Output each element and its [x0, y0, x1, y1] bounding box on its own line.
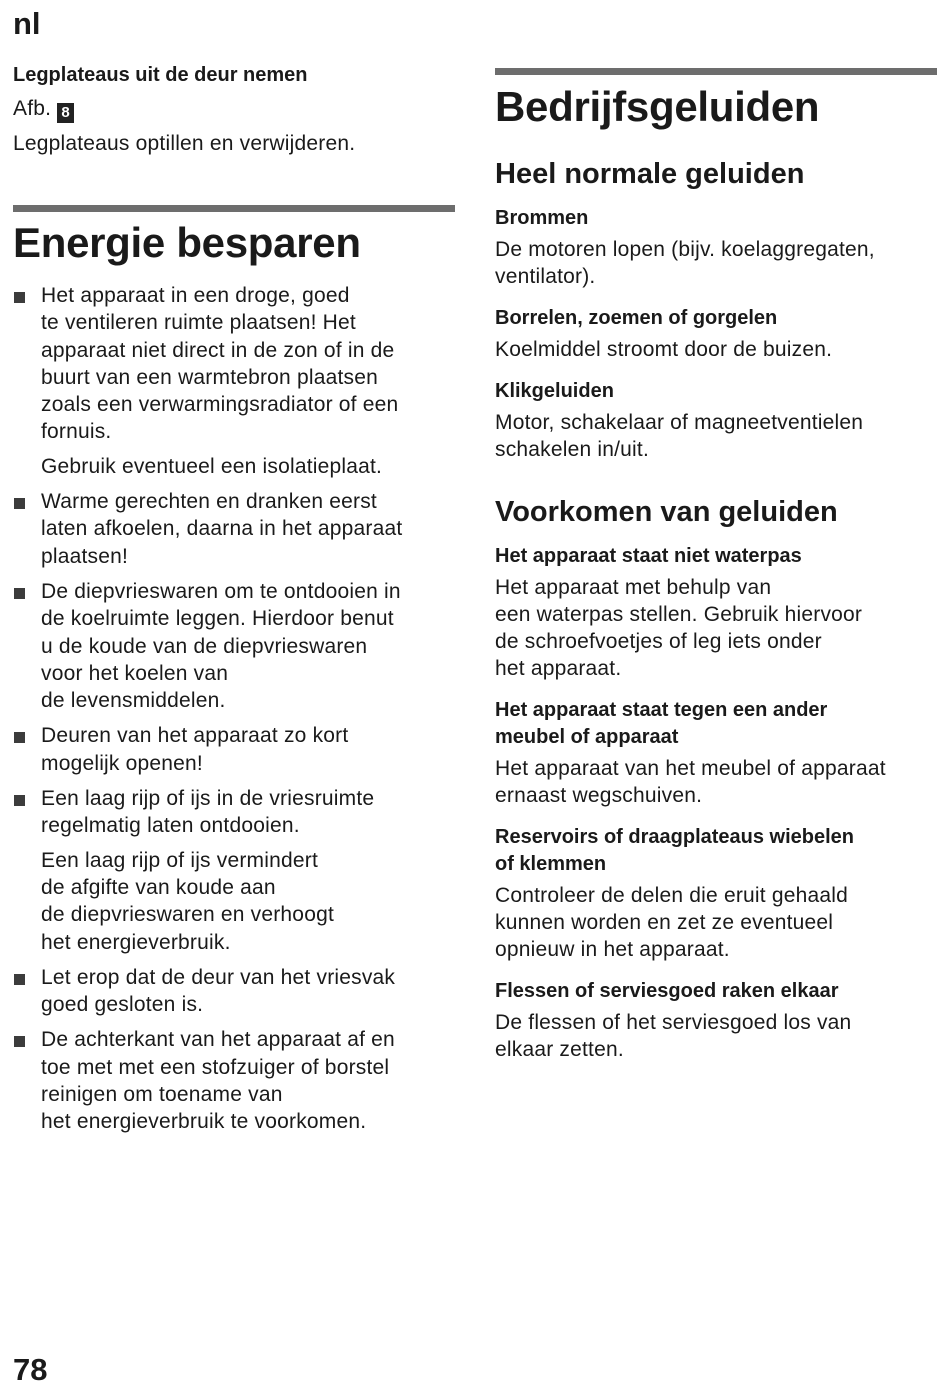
- energy-tip-text: De achterkant van het apparaat af en toe met met een stofzuiger of borstel reinigen om toename van het energieverbruik te voorkomen.: [41, 1028, 395, 1134]
- figure-reference: [13, 95, 455, 123]
- entry-description: Motor, schakelaar of magneetventielen schakelen in/uit.: [495, 411, 864, 461]
- entry-heading: Het apparaat staat niet waterpas: [495, 545, 802, 567]
- intro-heading: Legplateaus uit de deur nemen: [13, 64, 308, 86]
- square-bullet-icon: [14, 732, 25, 743]
- entry-description: Het apparaat van het meubel of apparaat ernaast wegschuiven.: [495, 757, 886, 807]
- entry-description: Controleer de delen die eruit gehaald kunnen worden en zet ze eventueel opnieuw in het apparaat.: [495, 884, 848, 961]
- section-divider: [13, 205, 455, 212]
- entry-heading: Reservoirs of draagplateaus wiebelen of klemmen: [495, 826, 855, 875]
- energy-tip-text: De diepvrieswaren om te ontdooien in de koelruimte leggen. Hierdoor benut u de koude van de diepvrieswaren voor het koelen van de levensmiddelen.: [41, 579, 401, 713]
- entry-heading: Brommen: [495, 207, 589, 229]
- entry-heading: Flessen of serviesgoed raken elkaar: [495, 980, 839, 1002]
- section-divider: [495, 68, 937, 75]
- sound-entry: [495, 978, 937, 1063]
- entry-heading: Borrelen, zoemen of gorgelen: [495, 307, 778, 329]
- entry-description: De motoren lopen (bijv. koelaggregaten, ventilator).: [495, 238, 875, 288]
- energy-tip-item: [13, 785, 455, 956]
- entry-description: Koelmiddel stroomt door de buizen.: [495, 338, 833, 361]
- sound-entry: [495, 378, 937, 463]
- energy-tips-list: [13, 282, 455, 1136]
- normal-sounds-entries: [495, 205, 937, 463]
- square-bullet-icon: [14, 795, 25, 806]
- figure-number-badge: 8: [57, 103, 74, 123]
- page-number: 78: [13, 1352, 48, 1387]
- sound-entry: [495, 824, 937, 963]
- energy-tip-text: Let erop dat de deur van het vriesvak goed gesloten is.: [41, 965, 396, 1017]
- energy-tip-item: [13, 722, 455, 777]
- entry-description: Het apparaat met behulp van een waterpas stellen. Gebruik hiervoor de schroefvoetjes of leg iets onder het apparaat.: [495, 576, 863, 680]
- energy-tip-item: [13, 578, 455, 714]
- section-title: Energie besparen: [13, 219, 361, 266]
- prevent-sounds-entries: [495, 543, 937, 1063]
- energy-tip-text: Deuren van het apparaat zo kort mogelijk openen!: [41, 724, 349, 775]
- sound-entry: [495, 305, 937, 363]
- entry-heading: Het apparaat staat tegen een ander meubel of apparaat: [495, 699, 828, 748]
- square-bullet-icon: [14, 588, 25, 599]
- normal-sounds-section: [495, 156, 937, 463]
- energy-tip-note: Gebruik eventueel een isolatieplaat.: [41, 454, 383, 478]
- energy-tip-item: [13, 282, 455, 480]
- subsection-title: Heel normale geluiden: [495, 158, 805, 190]
- intro-block: [13, 62, 455, 157]
- entry-description: De flessen of het serviesgoed los van elkaar zetten.: [495, 1011, 852, 1061]
- prevent-sounds-section: [495, 494, 937, 1063]
- square-bullet-icon: [14, 1036, 25, 1047]
- energy-tip-item: [13, 488, 455, 570]
- subsection-title: Voorkomen van geluiden: [495, 496, 838, 528]
- entry-heading: Klikgeluiden: [495, 380, 614, 402]
- language-code: nl: [13, 6, 41, 41]
- section-title: Bedrijfsgeluiden: [495, 83, 820, 130]
- energy-tip-text: Het apparaat in een droge, goed te ventileren ruimte plaatsen! Het apparaat niet direct in de zon of in de buurt van een warmtebron plaatsen zoals een verwarmingsradiator of een fornuis.: [41, 284, 399, 444]
- intro-text: Legplateaus optillen en verwijderen.: [13, 132, 356, 155]
- energy-tip-text: Warme gerechten en dranken eerst laten afkoelen, daarna in het apparaat plaatsen!: [41, 490, 403, 568]
- figure-label: Afb.: [13, 97, 52, 120]
- sound-entry: [495, 697, 937, 809]
- square-bullet-icon: [14, 292, 25, 303]
- square-bullet-icon: [14, 974, 25, 985]
- square-bullet-icon: [14, 498, 25, 509]
- energy-tip-note: Een laag rijp of ijs vermindert de afgifte van koude aan de diepvrieswaren en verhoogt het energieverbruik.: [41, 848, 334, 954]
- energy-tip-item: [13, 1026, 455, 1135]
- energy-tip-item: [13, 964, 455, 1019]
- sound-entry: [495, 205, 937, 290]
- sound-entry: [495, 543, 937, 682]
- energy-tip-text: Een laag rijp of ijs in de vriesruimte regelmatig laten ontdooien.: [41, 787, 375, 838]
